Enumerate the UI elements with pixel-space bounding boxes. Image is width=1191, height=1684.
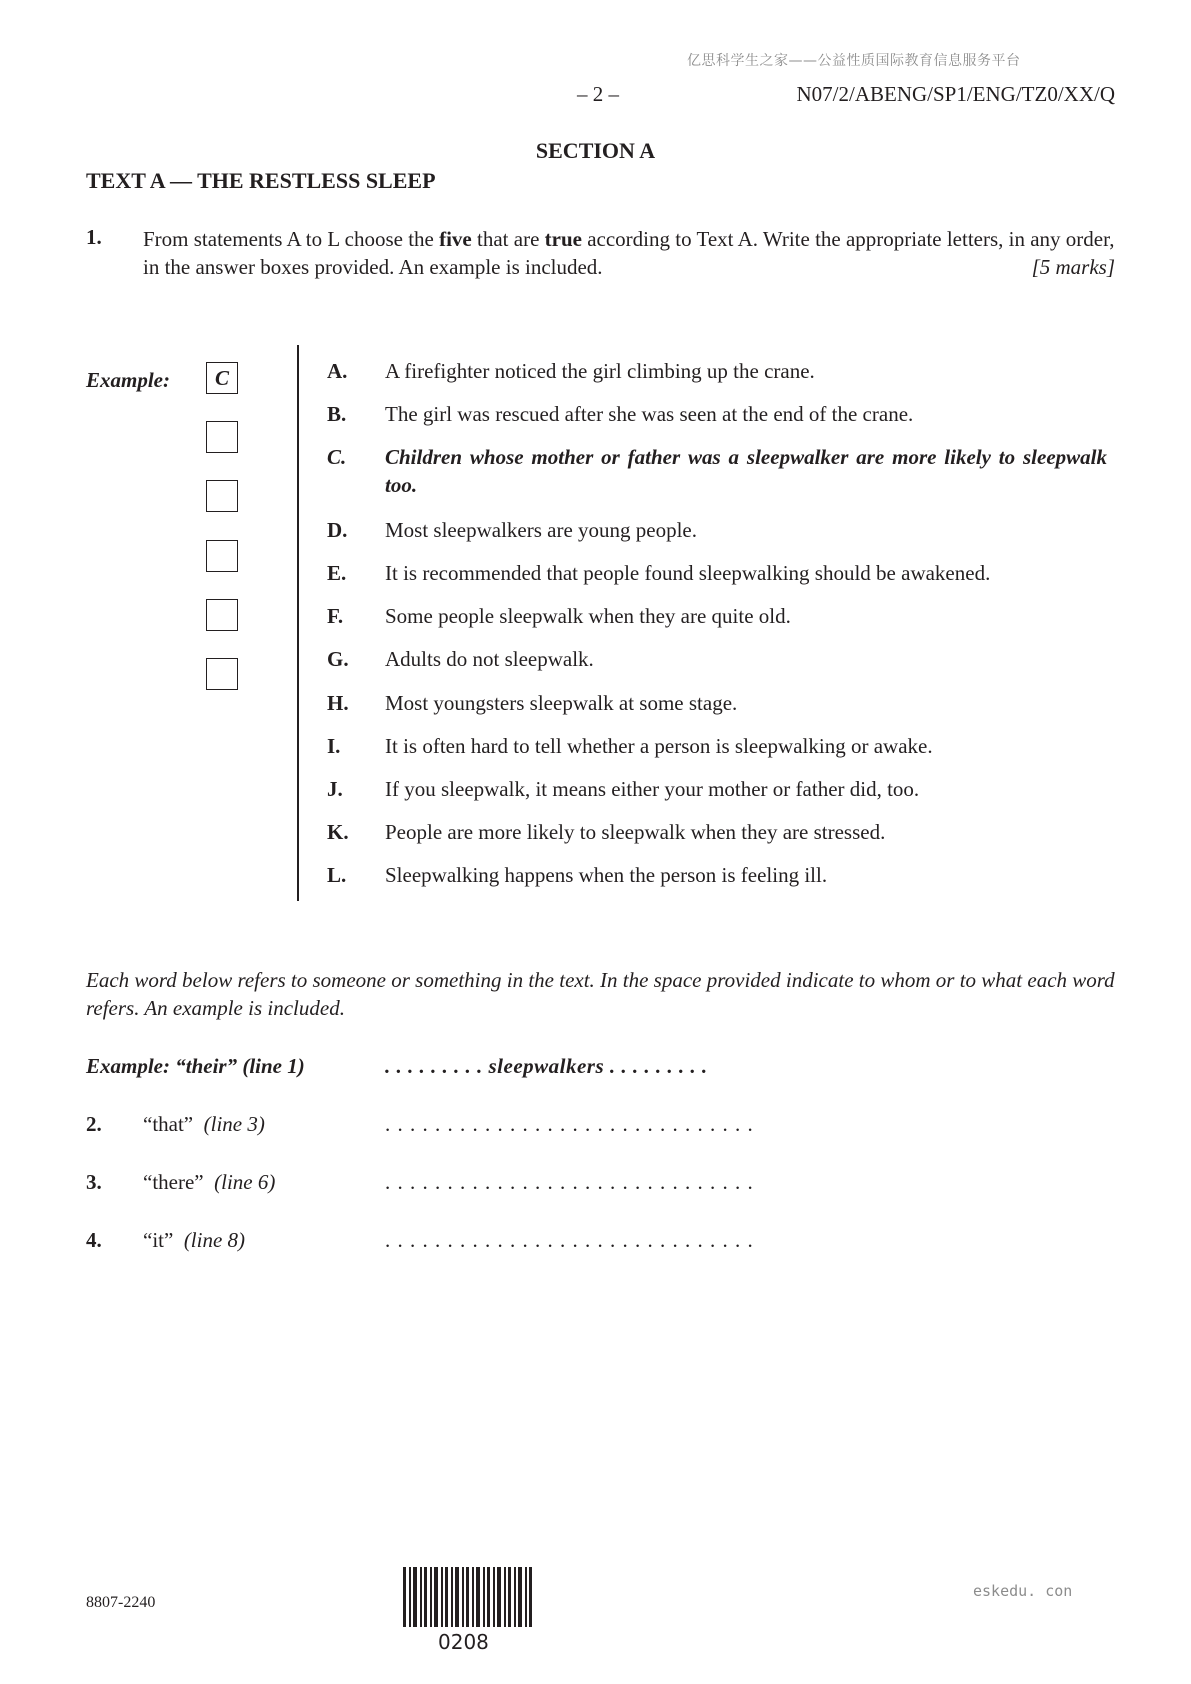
statement-a: A. A firefighter noticed the girl climbing up the crane.	[327, 359, 815, 383]
answer-box-4[interactable]	[206, 599, 238, 631]
statement-e: E. It is recommended that people found sleepwalking should be awakened.	[327, 561, 991, 585]
statement-i: I. It is often hard to tell whether a person is sleepwalking or awake.	[327, 734, 933, 758]
reference-word-4: “it” (line 8)	[143, 1228, 246, 1252]
paper-code: N07/2/ABENG/SP1/ENG/TZ0/XX/Q	[796, 82, 1115, 106]
question-number-1: 1.	[86, 225, 102, 249]
word-reference-example-label: Example: “their” (line 1)	[86, 1054, 305, 1078]
statement-b: B. The girl was rescued after she was seen at the end of the crane.	[327, 402, 914, 426]
answer-line-3[interactable]: . . . . . . . . . . . . . . . . . . . . . . . . . . . . . .	[385, 1170, 754, 1194]
divider-line	[297, 345, 299, 901]
marks-label: [5 marks]	[1031, 255, 1115, 279]
page-number: – 2 –	[577, 82, 619, 106]
statement-h: H. Most youngsters sleepwalk at some stage.	[327, 691, 738, 715]
answer-line-2[interactable]: . . . . . . . . . . . . . . . . . . . . . . . . . . . . . .	[385, 1112, 754, 1136]
question-number-4: 4.	[86, 1228, 102, 1252]
statement-j: J. If you sleepwalk, it means either your mother or father did, too.	[327, 777, 920, 801]
answer-box-5[interactable]	[206, 658, 238, 690]
statement-g: G. Adults do not sleepwalk.	[327, 647, 594, 671]
question-1-text: From statements A to L choose the five that are true according to Text A. Write the appropriate letters, in any order, in the answer boxes provided. An example is included. [5 marks]	[143, 227, 1115, 279]
watermark-text: 亿思科学生之家——公益性质国际教育信息服务平台	[687, 53, 1021, 69]
footer-code: 8807-2240	[86, 1594, 156, 1611]
site-watermark: eskedu. con	[973, 1582, 1073, 1600]
section-title: SECTION A	[535, 138, 656, 163]
statement-k: K. People are more likely to sleepwalk when they are stressed.	[327, 820, 886, 844]
answer-box-3[interactable]	[206, 540, 238, 572]
example-label: Example:	[86, 368, 170, 392]
word-reference-example-answer: . . . . . . . . . sleepwalkers . . . . . . . . .	[385, 1054, 708, 1078]
reference-word-3: “there” (line 6)	[143, 1170, 276, 1194]
example-answer-box: C	[206, 362, 238, 394]
answer-line-4[interactable]: . . . . . . . . . . . . . . . . . . . . . . . . . . . . . .	[385, 1228, 754, 1252]
barcode-number: 0208	[438, 1630, 489, 1654]
question-number-2: 2.	[86, 1112, 102, 1136]
question-number-3: 3.	[86, 1170, 102, 1194]
statement-d: D. Most sleepwalkers are young people.	[327, 518, 697, 542]
word-reference-instructions: Each word below refers to someone or something in the text. In the space provided indicate to whom or to what each word refers. An example is included.	[86, 968, 1115, 1020]
statement-l: L. Sleepwalking happens when the person is feeling ill.	[327, 863, 828, 887]
statement-c: C. Children whose mother or father was a sleepwalker are more likely to sleepwalk too.	[327, 445, 1107, 497]
text-title: TEXT A — THE RESTLESS SLEEP	[86, 168, 436, 193]
answer-box-2[interactable]	[206, 480, 238, 512]
statement-f: F. Some people sleepwalk when they are quite old.	[327, 604, 791, 628]
barcode-icon	[403, 1567, 535, 1627]
answer-box-1[interactable]	[206, 421, 238, 453]
reference-word-2: “that” (line 3)	[143, 1112, 265, 1136]
